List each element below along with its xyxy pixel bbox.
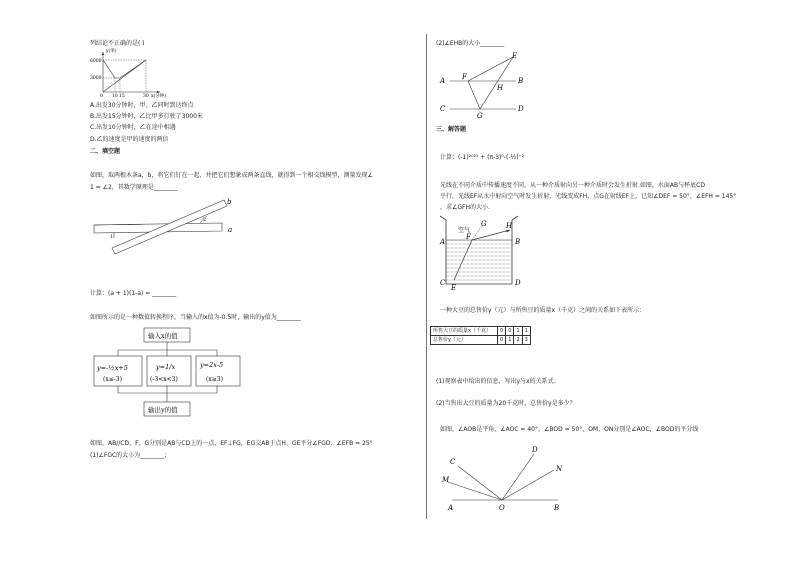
- cup-air-label: 空气: [458, 227, 471, 234]
- column-divider: [426, 34, 427, 519]
- cup-label-b: B: [515, 238, 521, 246]
- cup-label-d: D: [515, 279, 521, 287]
- option-c: C.出发10分钟时，乙在途中相遇: [90, 124, 176, 131]
- table-row1-label: 所售大豆的质量x（千克）: [431, 327, 498, 336]
- angle-label-c: C: [450, 458, 456, 466]
- flow-branch1-condition: (x≤-3): [103, 376, 122, 383]
- sticks-question-line1: 如图，取两根木条a，b，将它们钉在一起，并把它们想象成两条直线，就得到一个相交线模型，测量发现∠: [90, 172, 373, 179]
- cup-label-e: E: [451, 284, 457, 292]
- cup-label-h: H: [506, 222, 513, 230]
- soy-subquestion-1: (1)观察表中给出的信息，写出y与x的关系式；: [436, 378, 560, 385]
- option-b: B.出发15分钟时，乙比甲多行驶了3000米: [90, 113, 203, 120]
- fig-label-c: C: [440, 105, 446, 113]
- refraction-cup-figure: [436, 214, 526, 290]
- fig-label-e: E: [512, 52, 518, 60]
- program-question: 如图所示的是一种数值转换程序，当输入的x值为-0.5时，输出的y值为________: [90, 314, 301, 321]
- sticks-angle-1: 1: [110, 234, 114, 240]
- soy-price-table: [430, 326, 531, 345]
- graph-x-tick-30: 30: [143, 94, 149, 99]
- light-question-line2: 平行，光线EF从水中射向空气时发生折射，光线变成FH，点G在射线EF上，已知∠DEF = 50°，∠EFH = 145°: [440, 193, 737, 200]
- flow-branch3-condition: (x≥3): [206, 376, 223, 383]
- question-statement: 列结论不正确的是( ): [90, 40, 145, 47]
- graph-third-tick: 3000: [90, 76, 102, 81]
- fig-label-a: A: [440, 77, 446, 85]
- fig-label-h: H: [497, 84, 504, 92]
- soy-question: 一种大豆的总售价y（元）与所售豆的质量x（千克）之间的关系如下表所示：: [440, 307, 646, 314]
- angle-bisector-figure: [436, 440, 576, 512]
- graph-x-tick-10: 10: [112, 94, 118, 99]
- table-cell: 0: [506, 327, 514, 336]
- graph-origin: 0: [100, 94, 103, 99]
- stick-a-label: a: [228, 226, 233, 234]
- cup-label-f: F: [466, 233, 471, 241]
- parallel-lines-figure: [436, 50, 526, 120]
- cup-label-g: G: [481, 220, 487, 228]
- ehb-question: (2)∠EHB的大小________: [436, 40, 505, 47]
- option-d: D.乙的速度是甲的速度的两倍: [90, 136, 169, 143]
- graph-y-unit: y(米): [106, 49, 117, 54]
- table-cell: 2: [514, 336, 522, 345]
- crossed-sticks-figure: [92, 196, 242, 256]
- fig-label-g: G: [477, 112, 483, 120]
- graph-y-tick: 6000: [90, 59, 102, 64]
- table-cell: 1: [506, 336, 514, 345]
- angle-label-a: A: [448, 504, 454, 512]
- flow-branch3-equation: y=2x-5: [200, 361, 224, 369]
- table-cell: 1: [522, 327, 530, 336]
- fig-label-f: F: [462, 73, 467, 81]
- distance-time-graph: [88, 48, 168, 98]
- table-row2-label: 总售价y（元）: [431, 336, 498, 345]
- flow-branch2-equation: y=1/x: [156, 363, 176, 371]
- fig-label-d: D: [518, 105, 524, 113]
- light-question-line1: 光线在不同介质中传播速度不同，从一种介质射向另一种介质时会发生折射.如图，水面AB与杯底CD: [440, 182, 705, 189]
- sticks-question-line2: 1 = ∠2，其数学原理是________: [90, 184, 178, 191]
- graph-x-unit: x(分钟): [151, 94, 167, 99]
- angle-label-b: B: [554, 504, 560, 512]
- parallel-question-line2: (1)∠FGC的大小为________；: [90, 452, 171, 459]
- angle-question: 如图，∠AOB是平角，∠AOC = 40°，∠BOD = 50°，OM、ON分别是∠AOC，∠BOD的平分线: [440, 426, 699, 433]
- sticks-angle-2: 2: [203, 217, 207, 223]
- fig-label-b: B: [518, 77, 524, 85]
- table-cell: 0: [498, 327, 506, 336]
- light-question-line3: ，求∠GFH的大小.: [440, 204, 490, 211]
- parallel-question-line1: 如图，AB//CD，F、G分别是AB与CD上的一点，EF⊥FG，EG交AB于点H，GE平分∠FGD，∠EFB = 25°: [90, 440, 373, 447]
- graph-x-tick-15: 15: [119, 94, 125, 99]
- flow-output-label: 输出y的值: [148, 406, 178, 414]
- table-cell: 3: [522, 336, 530, 345]
- section-solutions: 三、解答题: [436, 126, 467, 133]
- calc-question: 计算：(a + 1)(1-a) = ________: [90, 290, 177, 297]
- table-cell: 0: [498, 336, 506, 345]
- table-row: [431, 336, 531, 345]
- table-cell: 1: [514, 327, 522, 336]
- soy-subquestion-2: (2)当售出大豆的质量为20千克时，总售价y是多少？: [436, 400, 576, 407]
- flow-input-label: 输入x的值: [148, 332, 178, 340]
- flow-branch2-condition: (-3<x<3): [150, 376, 178, 383]
- flow-branch1-equation: y=-½x+5: [97, 364, 128, 372]
- angle-label-m: M: [442, 476, 450, 484]
- angle-label-d: D: [532, 446, 538, 454]
- option-a: A.出发30分钟时，甲、乙同时到达终点: [90, 102, 194, 109]
- table-row: [431, 327, 531, 336]
- angle-label-o: O: [499, 504, 505, 512]
- angle-label-n: N: [556, 465, 563, 473]
- cup-label-c: C: [440, 279, 446, 287]
- stick-b-label: b: [227, 198, 232, 206]
- cup-label-a: A: [440, 238, 446, 246]
- section-fill-in: 二、填空题: [90, 148, 121, 155]
- compute-question: 计算：(-1)²⁰²¹ + (π-3)⁰-(-½)⁻²: [440, 154, 525, 161]
- conversion-flowchart: [92, 326, 252, 422]
